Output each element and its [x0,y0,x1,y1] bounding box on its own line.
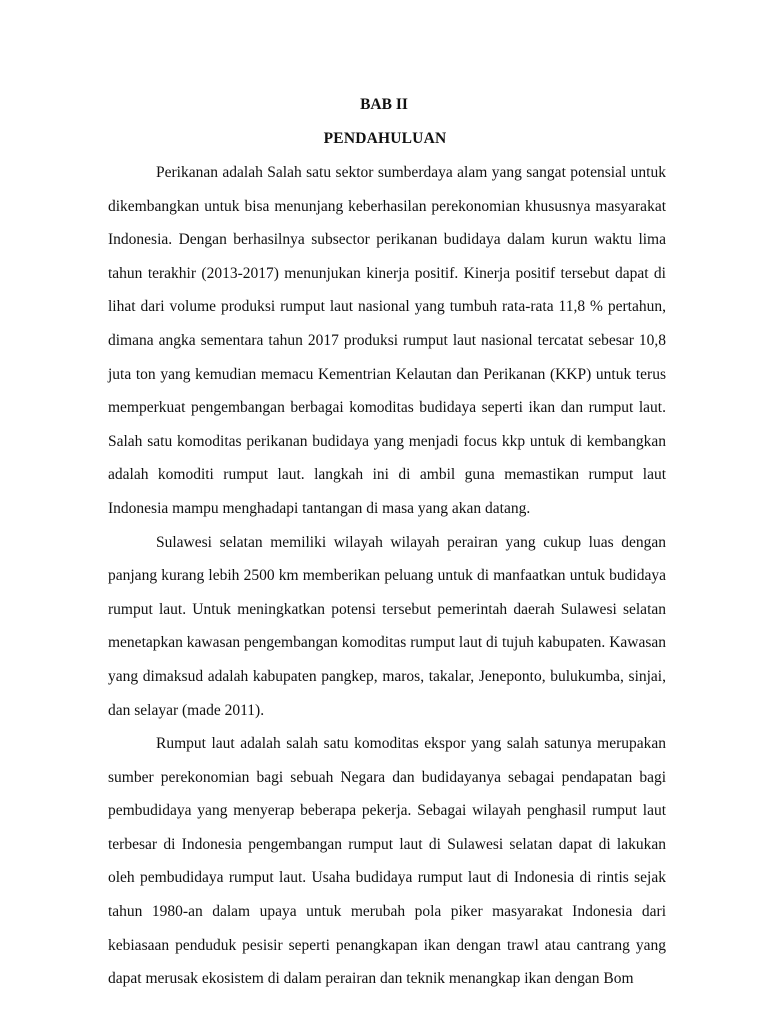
paragraph: Rumput laut adalah salah satu komoditas ekspor yang salah satunya merupakan sumber perekonomian bagi sebuah Negara dan budidayanya sebagai pendapatan bagi pembudidaya yang menyerap beberapa pekerja. Sebagai wilayah penghasil rumput laut terbesar di Indonesia pengembangan rumput laut di Sulawesi selatan dapat di lakukan oleh pembudidaya rumput laut. Usaha budidaya rumput laut di Indonesia di rintis sejak tahun 1980-an dalam upaya untuk merubah pola piker masyarakat Indonesia dari kebiasaan penduduk pesisir seperti penangkapan ikan dengan trawl atau cantrang yang dapat merusak ekosistem di dalam perairan dan teknik menangkap ikan dengan Bom [108,735,666,988]
paragraph: Perikanan adalah Salah satu sektor sumberdaya alam yang sangat potensial untuk dikembangkan untuk bisa menunjang keberhasilan perekonomian khususnya masyarakat Indonesia. Dengan berhasilnya subsector perikanan budidaya dalam kurun waktu lima tahun terakhir (2013-2017) menunjukan kinerja positif. Kinerja positif tersebut dapat di lihat dari volume produksi rumput laut nasional yang tumbuh rata-rata 11,8 % pertahun, dimana angka sementara tahun 2017 produksi rumput laut nasional tercatat sebesar 10,8 juta ton yang kemudian memacu Kementrian Kelautan dan Perikanan (KKP) untuk terus memperkuat pengembangan berbagai komoditas budidaya seperti ikan dan rumput laut. Salah satu komoditas perikanan budidaya yang menjadi focus kkp untuk di kembangkan adalah komoditi rumput laut. langkah ini di ambil guna memastikan rumput laut Indonesia mampu menghadapi tantangan di masa yang akan datang. [108,164,666,517]
chapter-label: BAB II [360,96,408,113]
paragraph: Sulawesi selatan memiliki wilayah wilayah perairan yang cukup luas dengan panjang kurang lebih 2500 km memberikan peluang untuk di manfaatkan untuk budidaya rumput laut. Untuk meningkatkan potensi tersebut pemerintah daerah Sulawesi selatan menetapkan kawasan pengembangan komoditas rumput laut di tujuh kabupaten. Kawasan yang dimaksud adalah kabupaten pangkep, maros, takalar, Jeneponto, bulukumba, sinjai, dan selayar (made 2011). [108,533,666,719]
chapter-title: PENDAHULUAN [323,130,447,147]
document-body [108,164,666,1004]
